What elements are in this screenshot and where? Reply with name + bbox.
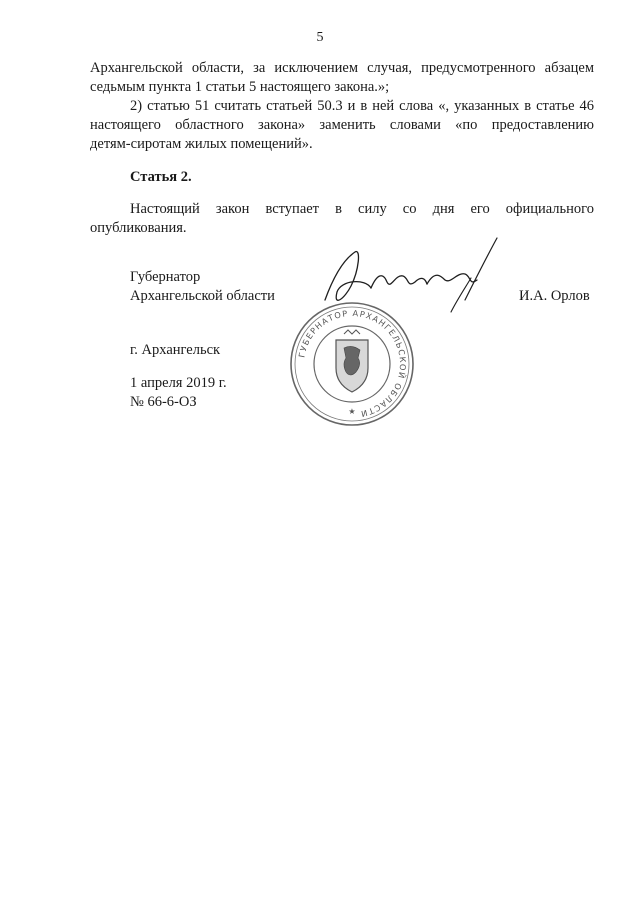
body-line-7: опубликования.: [90, 220, 187, 236]
seal-text: ГУБЕРНАТОР АРХАНГЕЛЬСКОЙ ОБЛАСТИ: [296, 307, 409, 420]
article-heading: Статья 2.: [130, 169, 192, 185]
body-line-2: седьмым пункта 1 статьи 5 настоящего закона.»;: [90, 79, 390, 95]
seal-crown-icon: [344, 330, 360, 334]
page-number: 5: [316, 30, 324, 45]
body-line-1: Архангельской области, за исключением случая, предусмотренного абзацем: [90, 60, 594, 76]
law-number: № 66-6-ОЗ: [130, 394, 197, 410]
handwritten-signature: [315, 230, 515, 320]
body-line-6: Настоящий закон вступает в силу со дня его официального: [130, 201, 594, 217]
body-line-5: детям-сиротам жилых помещений».: [90, 136, 313, 152]
governor-title-line-1: Губернатор: [130, 269, 201, 285]
governor-title-line-2: Архангельской области: [130, 288, 275, 304]
body-line-4: настоящего областного закона» заменить словами «по предоставлению: [90, 117, 594, 133]
date: 1 апреля 2019 г.: [130, 375, 227, 391]
signer-name: И.А. Орлов: [519, 288, 590, 304]
seal-star-icon: ★: [348, 407, 356, 416]
city: г. Архангельск: [130, 342, 221, 358]
body-line-3: 2) статью 51 считать статьей 50.3 и в ней слова «, указанных в статье 46: [130, 98, 594, 114]
